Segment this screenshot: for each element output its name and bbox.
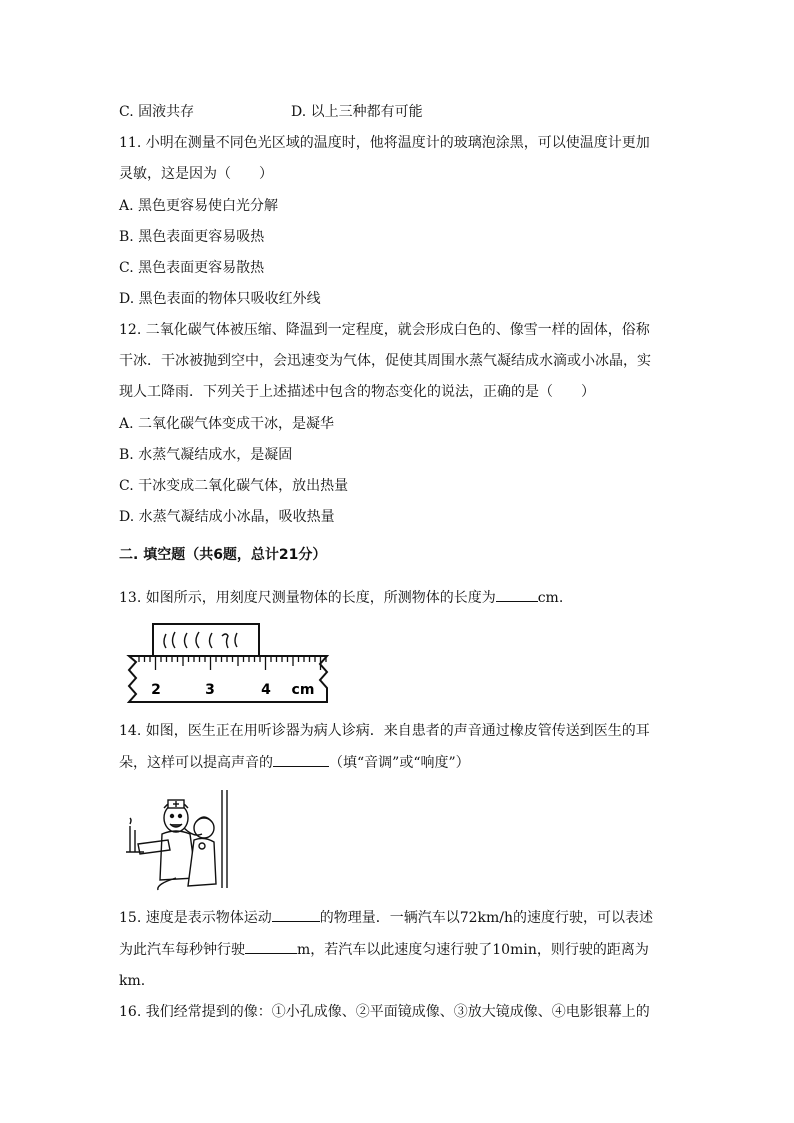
- q14-stem-line2: [119, 752, 470, 773]
- q11-option-b: B. 黑色表面更容易吸热: [119, 229, 265, 245]
- ruler-figure: [117, 620, 337, 708]
- q12-option-d: D. 水蒸气凝结成小冰晶，吸收热量: [119, 509, 335, 525]
- q11-stem-line2: 灵敏，这是因为（ ）: [119, 166, 273, 182]
- q15-line2-after: m，若汽车以此速度匀速行驶了10min，则行驶的距离为: [297, 942, 649, 958]
- section-heading: 二. 填空题（共6题，总计21分）: [119, 547, 327, 563]
- q13-stem-after: cm.: [537, 590, 564, 606]
- q10-option-c: C. 固液共存: [119, 104, 195, 120]
- q12-stem-line2: 干冰．干冰被抛到空中，会迅速变为气体，促使其周围水蒸气凝结成水滴或小冰晶，实: [119, 353, 651, 369]
- answer-blank: [245, 939, 297, 954]
- answer-blank: [273, 752, 329, 767]
- q15-line1-before: 15. 速度是表示物体运动: [119, 910, 272, 926]
- ruler-label-4: 4: [261, 682, 271, 698]
- q12-option-b: B. 水蒸气凝结成水，是凝固: [119, 447, 293, 463]
- ruler-label-2: 2: [151, 682, 161, 698]
- q14-stem-line1: 14. 如图，医生正在用听诊器为病人诊病．来自患者的声音通过橡皮管传送到医生的耳: [119, 723, 650, 739]
- q14-stem-before: 朵，这样可以提高声音的: [119, 755, 273, 771]
- q16-stem-line1: 16. 我们经常提到的像：①小孔成像、②平面镜成像、③放大镜成像、④电影银幕上的: [119, 1004, 650, 1020]
- q12-option-a: A. 二氧化碳气体变成干冰，是凝华: [119, 416, 335, 432]
- q15-line1: [119, 907, 653, 928]
- answer-blank: [272, 907, 320, 922]
- q15-line2: [119, 939, 649, 960]
- q11-stem-line1: 11. 小明在测量不同色光区域的温度时，他将温度计的玻璃泡涂黑，可以使温度计更加: [119, 135, 650, 151]
- ruler-unit: cm: [291, 682, 315, 698]
- q15-line1-mid: 的物理量．一辆汽车以72km/h的速度行驶，可以表述: [319, 910, 654, 926]
- q14-stem-after: （填“音调”或“响度”）: [329, 755, 470, 771]
- answer-blank: [496, 587, 538, 602]
- q13-stem-before: 13. 如图所示，用刻度尺测量物体的长度，所测物体的长度为: [119, 590, 496, 606]
- measured-object: [153, 624, 259, 656]
- doctor-stethoscope-illustration: [124, 788, 234, 892]
- q10-option-d: D. 以上三种都有可能: [291, 104, 423, 120]
- q11-option-a: A. 黑色更容易使白光分解: [119, 198, 279, 214]
- q11-option-c: C. 黑色表面更容易散热: [119, 260, 265, 276]
- q15-line2-before: 为此汽车每秒钟行驶: [119, 942, 245, 958]
- q12-option-c: C. 干冰变成二氧化碳气体，放出热量: [119, 478, 349, 494]
- q15-line3: km.: [119, 973, 146, 989]
- q13-stem: [119, 587, 563, 608]
- q12-stem-line1: 12. 二氧化碳气体被压缩、降温到一定程度，就会形成白色的、像雪一样的固体，俗称: [119, 322, 650, 338]
- ruler-label-3: 3: [205, 682, 215, 698]
- q11-option-d: D. 黑色表面的物体只吸收红外线: [119, 291, 321, 307]
- q12-stem-line3: 现人工降雨．下列关于上述描述中包含的物态变化的说法，正确的是（ ）: [119, 384, 595, 400]
